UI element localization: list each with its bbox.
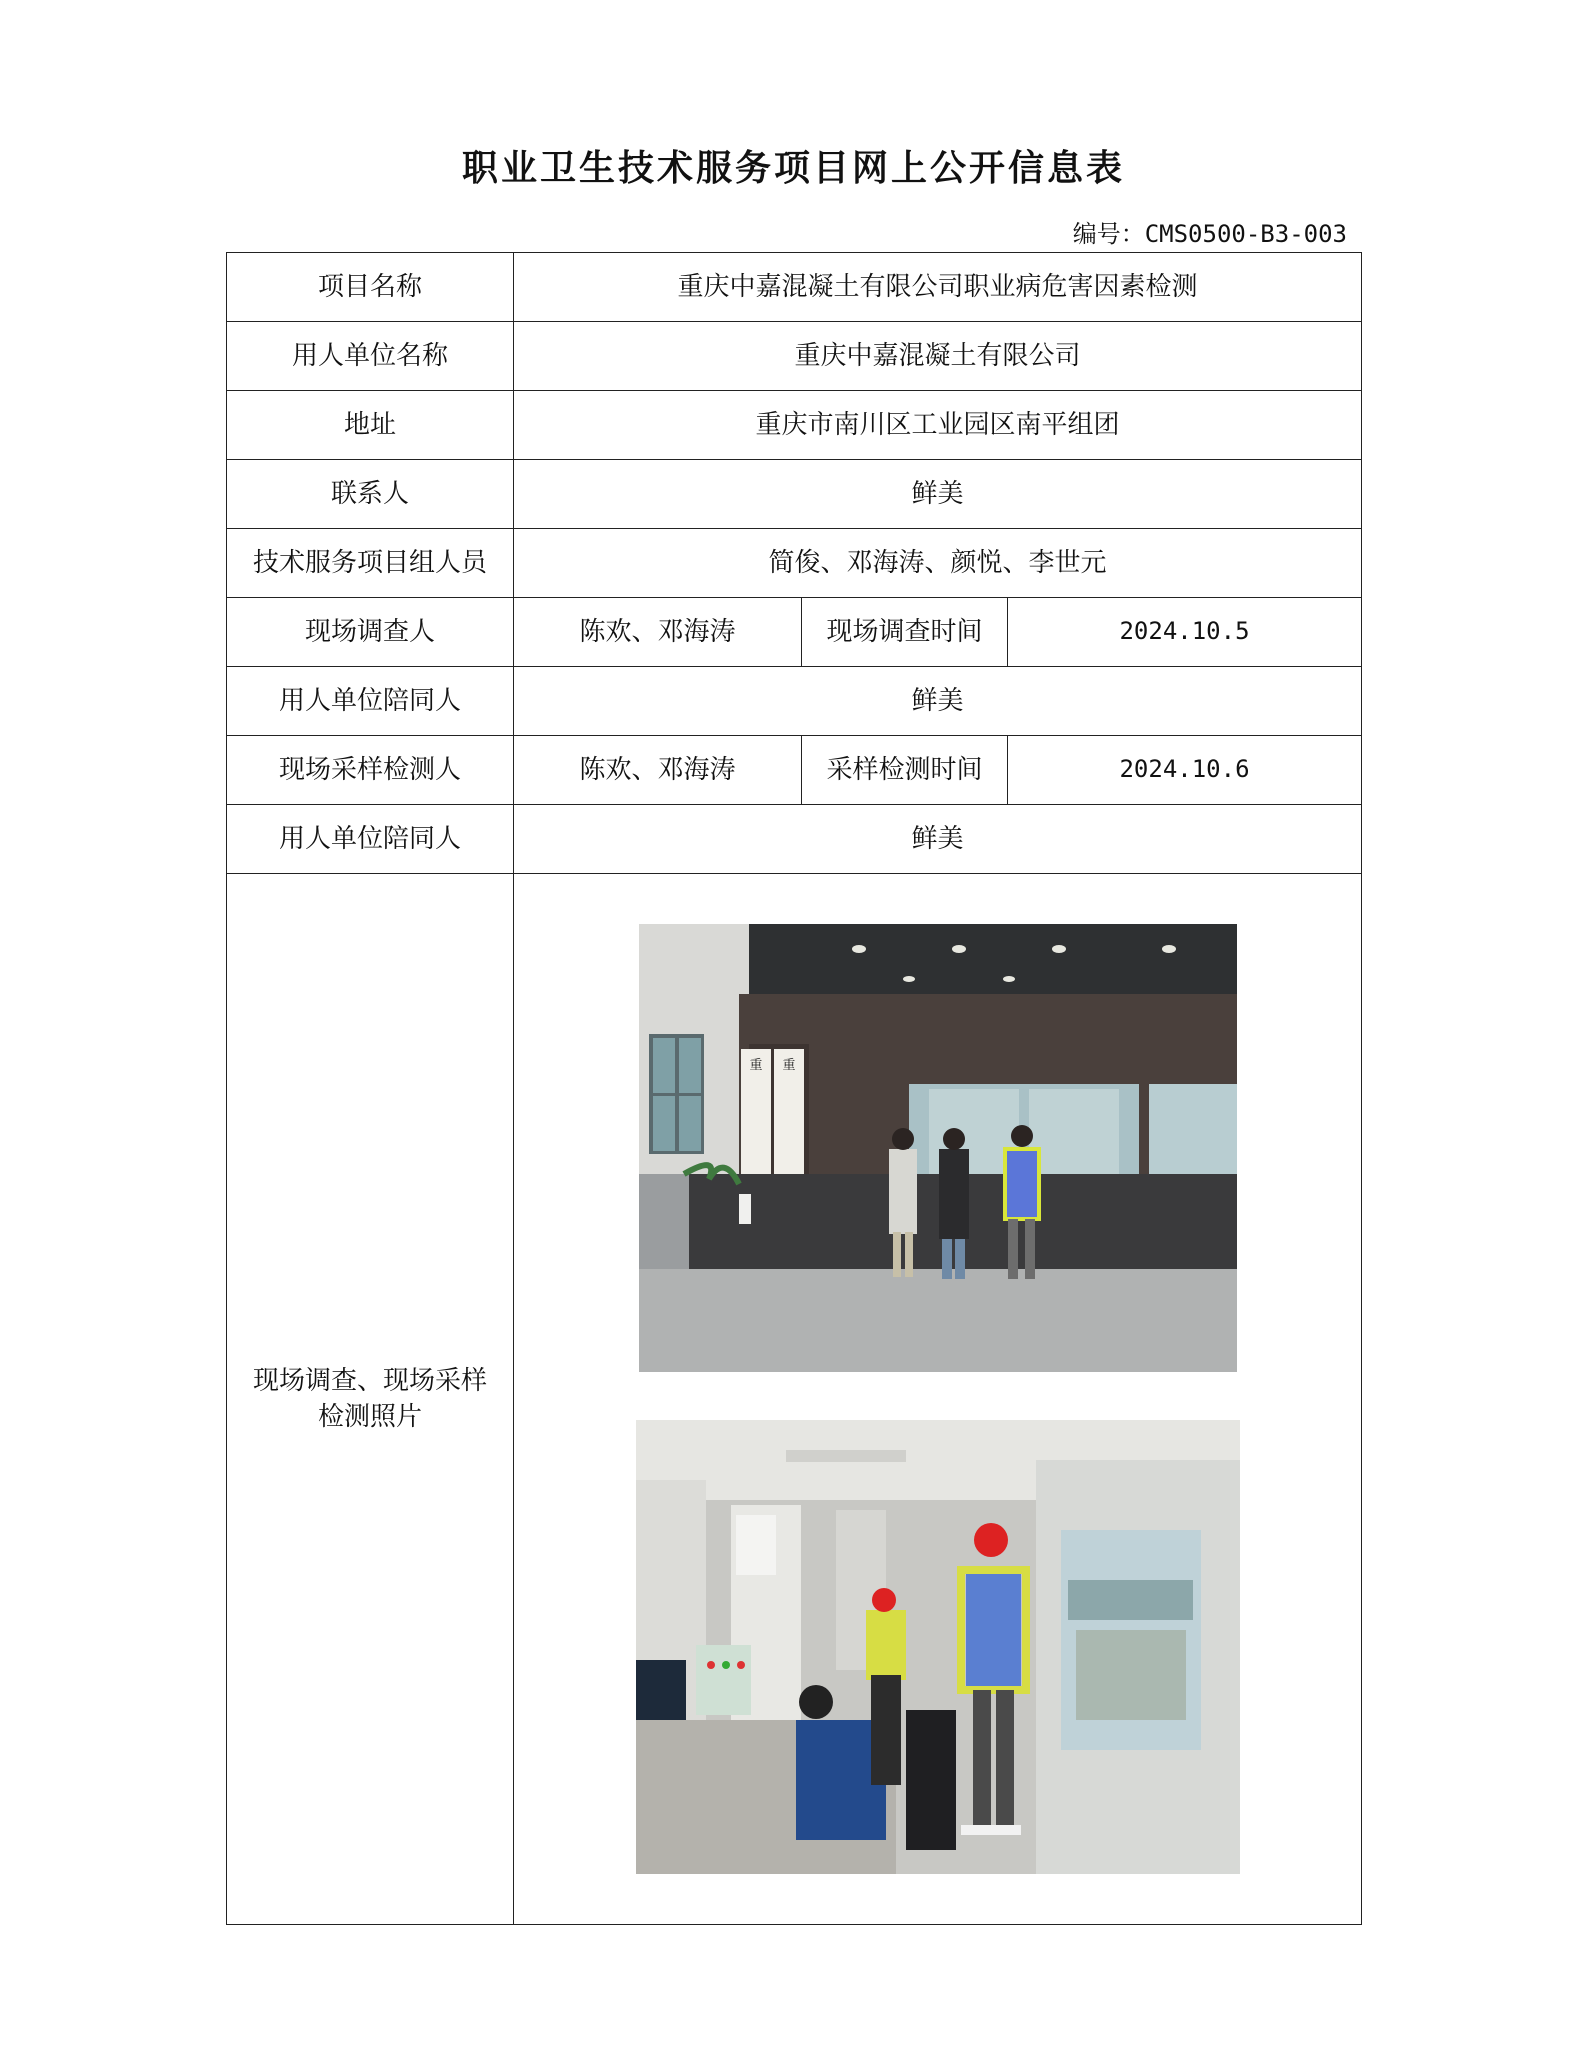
site-survey-photo [639,924,1237,1372]
site-sampling-photo [636,1420,1240,1874]
sign-left-char-1: 重 [748,1058,763,1073]
row-project-name [227,253,1362,322]
label-survey-time: 现场调查时间 [802,598,1008,667]
doc-number-value: CMS0500-B3-003 [1144,220,1347,248]
row-team [227,529,1362,598]
label-address: 地址 [227,391,514,460]
row-survey [227,598,1362,667]
value-contact: 鲜美 [514,460,1362,529]
row-photos [227,874,1362,1925]
value-sampling-time: 2024.10.6 [1008,736,1362,805]
row-sampling-escort [227,805,1362,874]
row-address [227,391,1362,460]
label-sampling: 现场采样检测人 [227,736,514,805]
value-survey-escort: 鲜美 [514,667,1362,736]
label-contact: 联系人 [227,460,514,529]
value-address: 重庆市南川区工业园区南平组团 [514,391,1362,460]
site-sampling-photo-graphic [636,1420,1240,1874]
photos-cell [514,874,1362,1925]
value-sampling: 陈欢、邓海涛 [514,736,802,805]
label-photos-text: 现场调查、现场采样检测照片 [252,1365,487,1432]
label-photos [227,874,514,1925]
label-project-name: 项目名称 [227,253,514,322]
value-team: 简俊、邓海涛、颜悦、李世元 [514,529,1362,598]
label-survey: 现场调查人 [227,598,514,667]
site-survey-photo-graphic [639,924,1237,1372]
value-survey-time: 2024.10.5 [1008,598,1362,667]
row-employer-name [227,322,1362,391]
row-survey-escort [227,667,1362,736]
value-project-name: 重庆中嘉混凝土有限公司职业病危害因素检测 [514,253,1362,322]
value-sampling-escort: 鲜美 [514,805,1362,874]
document-number [1073,214,1347,249]
label-sampling-time: 采样检测时间 [802,736,1008,805]
label-survey-escort: 用人单位陪同人 [227,667,514,736]
label-team: 技术服务项目组人员 [227,529,514,598]
label-sampling-escort: 用人单位陪同人 [227,805,514,874]
row-contact [227,460,1362,529]
label-employer-name: 用人单位名称 [227,322,514,391]
value-survey: 陈欢、邓海涛 [514,598,802,667]
info-table [226,252,1362,1925]
value-employer-name: 重庆中嘉混凝土有限公司 [514,322,1362,391]
page-title: 职业卫生技术服务项目网上公开信息表 [461,148,1125,189]
doc-number-label: 编号： [1072,220,1145,248]
sign-right-char-1: 重 [781,1058,796,1073]
row-sampling [227,736,1362,805]
